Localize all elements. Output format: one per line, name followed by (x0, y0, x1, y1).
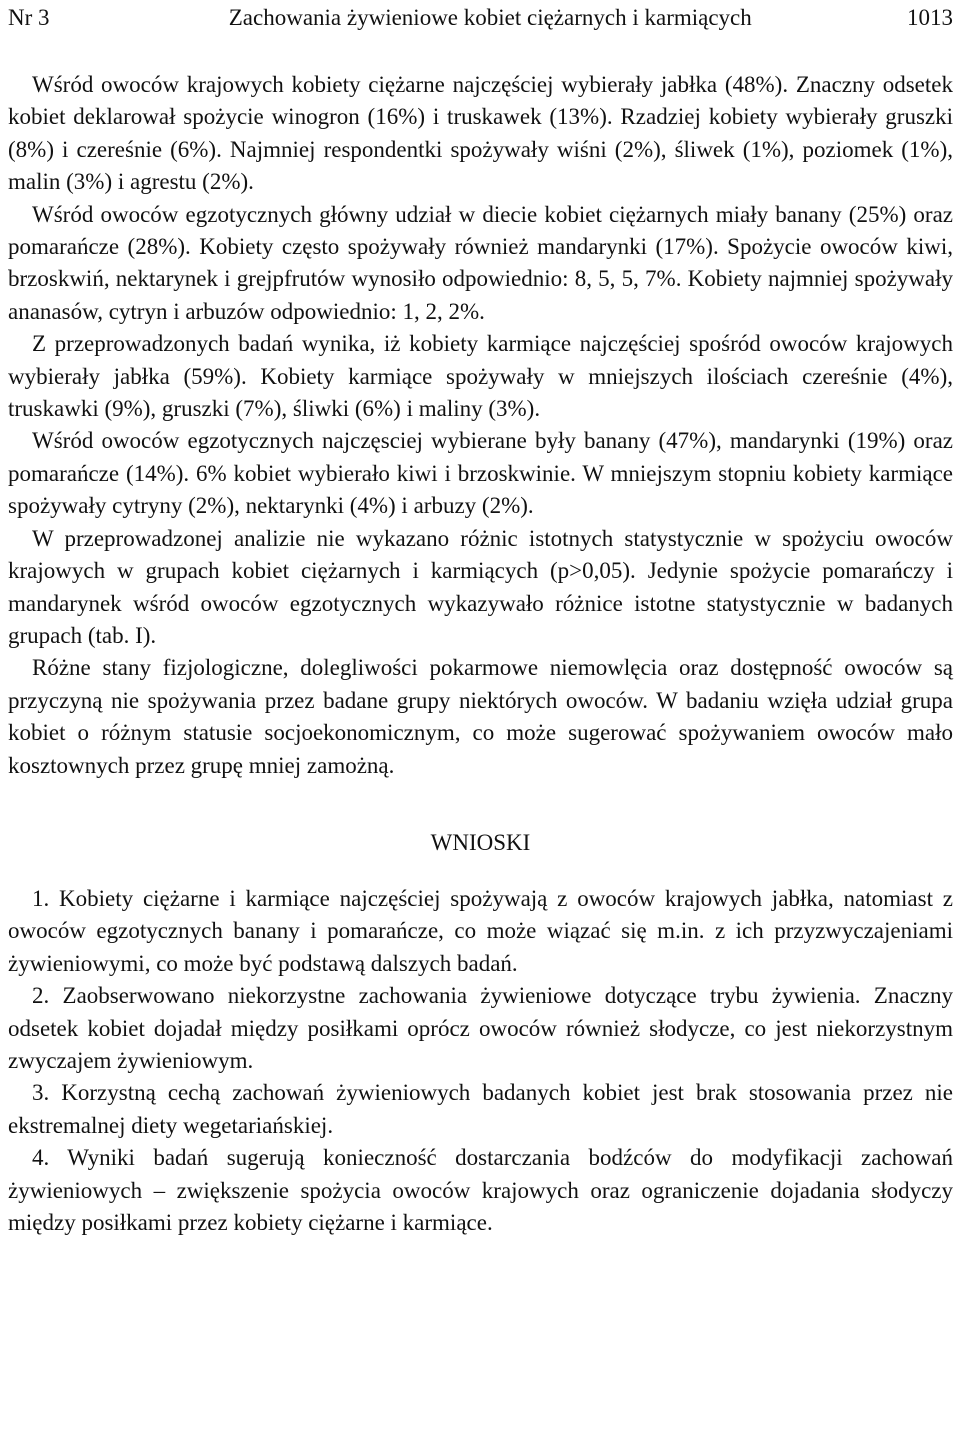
spacer (8, 859, 953, 883)
page-number: 1013 (907, 5, 953, 30)
spacer (8, 782, 953, 827)
running-title: Zachowania żywieniowe kobiet ciężarnych i karmiących (228, 5, 752, 30)
conclusion-item: 4. Wyniki badań sugerują konieczność dostarczania bodźców do modyfikacji zachowań żywieniowych – zwiększenie spożycia owoców krajowych oraz ograniczenie dojadania słodyczy między posiłkami przez kobiety ciężarne i karmiące. (8, 1145, 953, 1235)
paragraph-exotic-fruits-pregnant: Wśród owoców egzotycznych główny udział w diecie kobiet ciężarnych miały banany (25%) oraz pomarańcze (28%). Kobiety często spożywały również mandarynki (17%). Spożycie owoców kiwi, brzoskwiń, nektarynek i grejpfrutów wynosiło odpowiednio: 8, 5, 5, 7%. Kobiety najmniej spożywały ananasów, cytryn i arbuzów odpowiednio: 1, 2, 2%. (8, 201, 953, 324)
paragraph-domestic-fruits-pregnant: Wśród owoców krajowych kobiety ciężarne najczęściej wybierały jabłka (48%). Znaczny odsetek kobiet deklarował spożycie winogron (16%) i truskawek (13%). Rzadziej kobiety wybierały gruszki (8%) i czereśnie (6%). Najmniej respondentki spożywały wiśni (2%), śliwek (1%), poziomek (1%), malin (3%) i agrestu (2%). (8, 72, 953, 195)
issue-number: Nr 3 (8, 5, 50, 30)
paragraph-discussion: Różne stany fizjologiczne, dolegliwości pokarmowe niemowlęcia oraz dostępność owoców są przyczyną nie spożywania przez badane grupy niektórych owoców. W badaniu wzięła udział grupa kobiet o różnym statusie socjoekonomicznym, co może sugerować spożywaniem owoców mało kosztownych przez grupę mniej zamożną. (8, 655, 953, 778)
conclusions-list (8, 883, 953, 1239)
conclusion-item: 3. Korzystną cechą zachowań żywieniowych badanych kobiet jest brak stosowania przez nie ekstremalnej diety wegetariańskiej. (8, 1080, 953, 1138)
spacer (8, 34, 953, 69)
body-text (8, 69, 953, 782)
paragraph-statistical-analysis: W przeprowadzonej analizie nie wykazano różnic istotnych statystycznie w spożyciu owoców krajowych w grupach kobiet ciężarnych i karmiących (p>0,05). Jedynie spożycie pomarańczy i mandarynek wśród owoców egzotycznych wykazywało różnice istotne statystycznie w badanych grupach (tab. I). (8, 525, 953, 648)
running-head (8, 2, 953, 34)
paragraph-exotic-fruits-nursing: Wśród owoców egzotycznych najczęsciej wybierane były banany (47%), mandarynki (19%) oraz pomarańcze (14%). 6% kobiet wybierało kiwi i brzoskwinie. W mniejszym stopniu kobiety karmiące spożywały cytryny (2%), nektarynki (4%) i arbuzy (2%). (8, 428, 953, 519)
section-heading-conclusions: WNIOSKI (430, 829, 531, 855)
conclusion-item: 2. Zaobserwowano niekorzystne zachowania żywieniowe dotyczące trybu żywienia. Znaczny odsetek kobiet dojadał między posiłkami oprócz owoców również słodycze, co jest niekorzystnym zwyczajem żywieniowym. (8, 983, 953, 1073)
paragraph-domestic-fruits-nursing: Z przeprowadzonych badań wynika, iż kobiety karmiące najczęściej spośród owoców krajowych wybierały jabłka (59%). Kobiety karmiące spożywały w mniejszych ilościach czereśnie (4%), truskawki (9%), gruszki (7%), śliwki (6%) i maliny (3%). (8, 331, 953, 422)
conclusion-item: 1. Kobiety ciężarne i karmiące najczęściej spożywają z owoców krajowych jabłka, natomiast z owoców egzotycznych banany i pomarańcze, co może wiązać się m.in. z ich przyzwyczajeniami żywieniowymi, co może być podstawą dalszych badań. (8, 885, 953, 976)
